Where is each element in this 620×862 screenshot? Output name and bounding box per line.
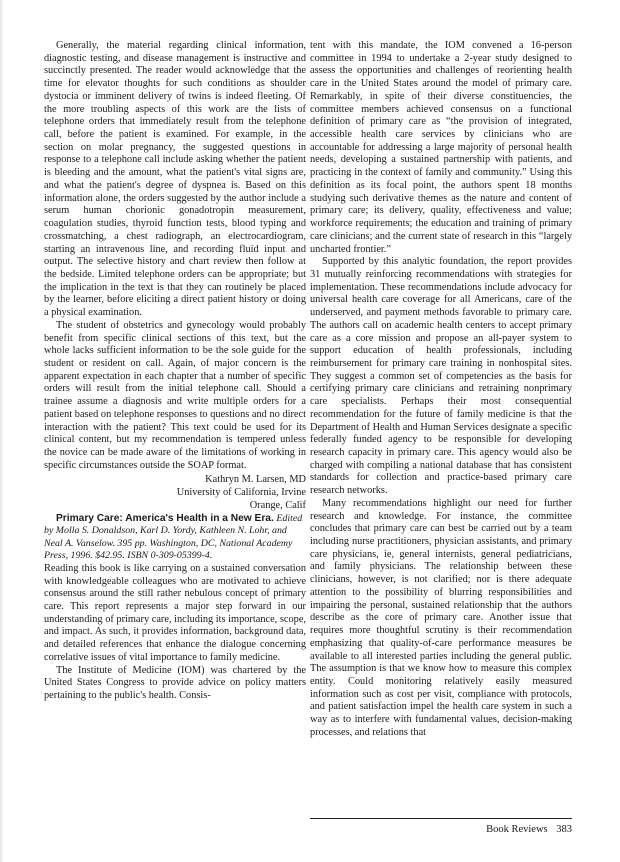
body-paragraph: The Institute of Medicine (IOM) was chartered by the United States Congress to provide advice on policy matters pertaining to the public's health. Consis-	[44, 664, 306, 702]
review-citation: Edited by Molla S. Donaldson, Karl D. Yordy, Kathleen N. Lohr, and Neal A. Vanselow. 395 pp. Washington, DC, National Academy Press, 1996. $42.95. ISBN 0-309-05399-4.	[44, 512, 303, 562]
page-edge-shadow	[0, 0, 4, 862]
reviewer-location: Orange, Calif	[249, 500, 306, 512]
body-paragraph: Supported by this analytic foundation, the report provides 31 mutually reinforcing recommendations with strategies for implementation. These recommendations include advocacy for universal health care coverage for all Americans, care of the underserved, and payment methods favorable to primary care. The authors call on academic health centers to accept primary care as a core mission and propose an all-payer system to support education of health professionals, including reimbursement for primary care training in nonhospital sites. They suggest a common set of competencies as the basis for certifying primary care clinicians and retraining nonprimary care specialists. Perhaps their most consequential recommendation for the future of family medicine is that the Department of Health and Human Services designate a specific federally funded agency to be responsible for developing research capacity in primary care. This agency would also be charged with compiling a national database that has consistent standards for collection and practice-based primary care research networks.	[310, 256, 572, 497]
reviewer-name: Kathryn M. Larsen, MD	[205, 474, 306, 486]
left-column	[44, 40, 306, 703]
review-book-title: Primary Care: America's Health in a New Era.	[56, 512, 274, 524]
page-number: 383	[556, 824, 572, 835]
body-paragraph: Many recommendations highlight our need for further research and knowledge. For instance, the committee concludes that primary care can best be carried out by a team including nurse practitioners, physician assistants, and primary care physicians, ie, general internists, general pediatricians, and family physicians. The relationship between these clinicians, however, is not clarified; nor is there adequate attention to the possibility of blurring responsibilities and impairing the personal, sustained relationship that the authors describe as the core of primary care. Another issue that requires more thoughtful scrutiny is their recommendation emphasizing that quality-of-care performance measures be available to all interested parties including the general public. The assumption is that we know how to measure this complex entity. Could monitoring relatively easily measured information such as cost per visit, compliance with protocols, and patient satisfaction impel the health care system in such a way as to interfere with fundamental values, decision-making processes, and relations that	[310, 497, 572, 738]
body-paragraph: Reading this book is like carrying on a sustained conversation with knowledgeable colleagues who are motivated to achieve consensus around the still rather nebulous concept of primary care. This report represents a major step forward in our understanding of primary care, including its importance, scope, and impact. As such, it provides information, background data, and detailed references that enhance the dialogue concerning correlative issues of vital importance to family medicine.	[44, 562, 306, 663]
reviewer-affiliation: University of California, Irvine	[176, 487, 306, 499]
footer-section-name: Book Reviews	[486, 824, 548, 835]
body-paragraph: Generally, the material regarding clinical information, diagnostic testing, and disease management is instructive and succinctly presented. The reader would acknowledge that the time for elevator thoughts for such conditions as shoulder dystocia or imminent delivery of twins is indeed fleeting. Of the more troubling aspects of this work are the lists of telephone orders that immediately result from the telephone call, before the patient is examined. For example, in the section on molar pregnancy, the suggested questions in response to a telephone call include asking whether the patient is bleeding and the amount, what the patient's vital signs are, and what the patient's degree of dyspnea is. Based on this information alone, the orders suggested by the author include a serum human chorionic gonadotropin measurement, coagulation studies, thyroid function tests, blood typing and crossmatching, a chest radiograph, an electrocardiogram, starting an intravenous line, and recording fluid input and output. The selective history and chart review then follow at the bedside. Limited telephone orders can be appropriate; but the implication in the text is that they can routinely be placed by the learner, before eliciting a direct patient history or doing a physical examination.	[44, 40, 306, 319]
body-paragraph: The student of obstetrics and gynecology would probably benefit from specific clinical sections of this text, but the whole lacks sufficient information to be the sole guide for the student or resident on call. Again, of major concern is the apparent expectation in each chapter that a number of specific orders will result from the initial telephone call. Should a trainee assume a diagnosis and write multiple orders for a patient based on telephone responses to questions and no direct interaction with the patient? This text could be used for its clinical content, but my recommendation is tempered unless the novice can be made aware of the limitations of working in specific circumstances outside the SOAP format.	[44, 319, 306, 471]
review-heading	[44, 513, 306, 563]
footer-rule	[310, 818, 572, 819]
reviewer-signature	[44, 474, 306, 512]
page-footer	[480, 824, 572, 835]
body-paragraph: tent with this mandate, the IOM convened a 16-person committee in 1994 to undertake a 2-year study designed to assess the opportunities and challenges of reorienting health care in the United States around the model of primary care. Remarkably, in spite of their diverse constituencies, the committee members achieved consensus on a functional definition of primary care as “the provision of integrated, accessible health care services by clinicians who are accountable for addressing a large majority of personal health needs, developing a sustained partnership with patients, and practicing in the context of family and community.” Using this definition as its focal point, the authors spent 18 months studying such derivative themes as the nature and content of primary care; its delivery, quality, effectiveness and value; workforce requirements; the education and training of primary care clinicians; and the current state of research in this “largely uncharted frontier.”	[310, 40, 572, 255]
right-column	[310, 40, 572, 740]
